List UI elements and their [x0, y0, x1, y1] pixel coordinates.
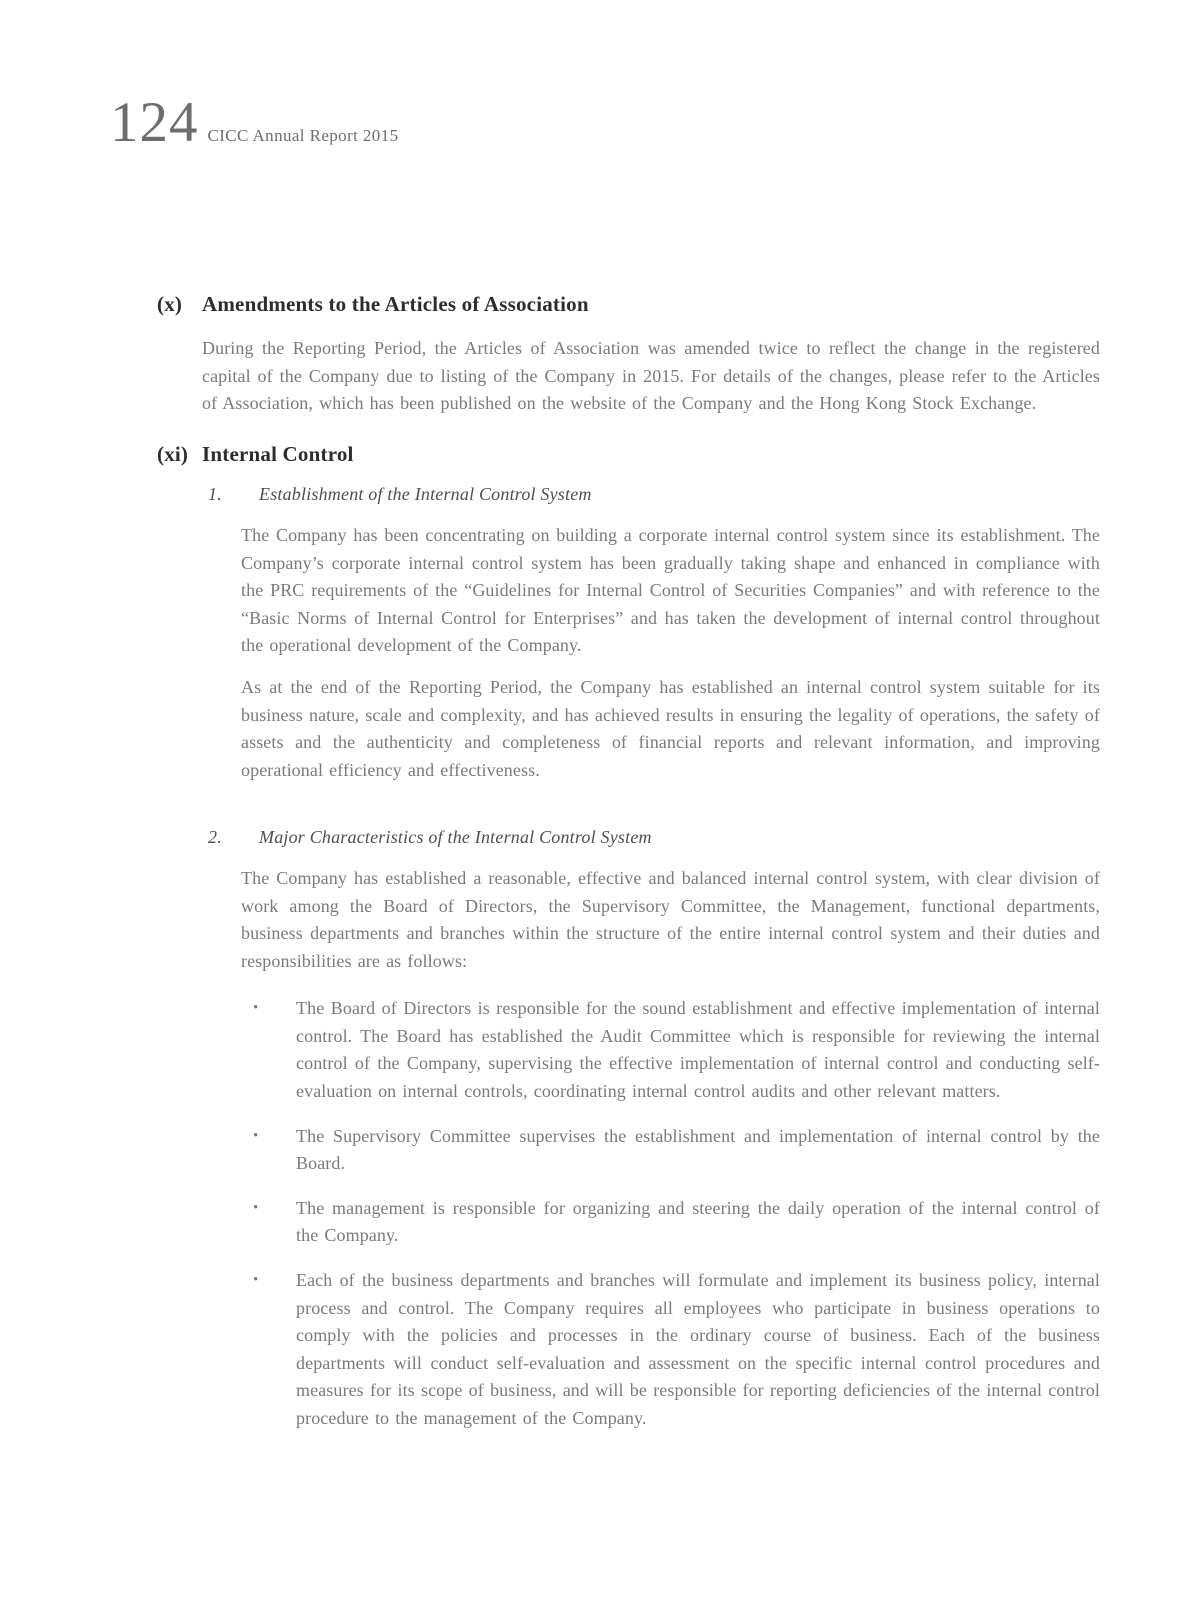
bullet-icon: •: [253, 1199, 259, 1216]
bullet-item: [241, 1267, 1100, 1433]
page-header: [110, 91, 399, 154]
page-content: [157, 291, 1100, 1450]
section-title: Internal Control: [202, 442, 354, 467]
subsection-title: Establishment of the Internal Control System: [259, 484, 592, 505]
bullet-icon: •: [253, 1000, 259, 1017]
bullet-text: Each of the business departments and branches will formulate and implement its business policy, internal process and control. The Company requires all employees who participate in business operations to comply with the policies and processes in the ordinary course of business. Each of the business departments will conduct self-evaluation and assessment on the specific internal control procedures and measures for its scope of business, and will be responsible for reporting deficiencies of the internal control procedure to the management of the Company.: [296, 1270, 1100, 1428]
report-title: CICC Annual Report 2015: [207, 126, 399, 145]
bullet-icon: •: [253, 1272, 259, 1289]
section-heading: [157, 441, 1100, 468]
section-amendments-articles: [157, 291, 1100, 418]
paragraph: As at the end of the Reporting Period, the Company has established an internal control system suitable for its business nature, scale and complexity, and has achieved results in ensuring the legality of operations, the safety of assets and the authenticity and completeness of financial reports and relevant information, and improving operational efficiency and effectiveness.: [241, 676, 1100, 780]
paragraph: The Company has been concentrating on building a corporate internal control system since its establishment. The Company’s corporate internal control system has been gradually taking shape and enhanced in compliance with the PRC requirements of the “Guidelines for Internal Control of Securities Companies” and with reference to the “Basic Norms of Internal Control for Enterprises” and has taken the development of internal control throughout the operational development of the Company.: [241, 524, 1100, 656]
subsection-establishment: [208, 481, 1100, 784]
bullet-item: [241, 995, 1100, 1105]
subsection-body: [241, 522, 1100, 784]
section-title: Amendments to the Articles of Association: [202, 292, 589, 316]
page-number: 124: [110, 91, 199, 154]
paragraph: During the Reporting Period, the Articles of Association was amended twice to reflect the change in the registered capital of the Company due to listing of the Company in 2015. For details of the changes, please refer to the Articles of Association, which has been published on the website of the Company and the Hong Kong Stock Exchange.: [202, 338, 1100, 414]
subsection-number: 1.: [208, 484, 222, 505]
bullet-item: [241, 1123, 1100, 1178]
subsection-heading: [208, 824, 1100, 852]
section-internal-control: [157, 441, 1100, 1433]
subsection-title: Major Characteristics of the Internal Control System: [259, 827, 652, 848]
bullet-text: The Supervisory Committee supervises the establishment and implementation of internal control by the Board.: [296, 1125, 1100, 1174]
section-marker: (xi): [157, 442, 189, 467]
bullet-list: [241, 995, 1100, 1432]
subsection-major-characteristics: [208, 824, 1100, 1432]
paragraph: The Company has established a reasonable, effective and balanced internal control system, with clear division of work among the Board of Directors, the Supervisory Committee, the Management, functional departments, business departments and branches within the structure of the entire internal control system and their duties and responsibilities are as follows:: [241, 867, 1100, 971]
subsection-heading: [208, 481, 1100, 509]
section-heading: [157, 291, 1100, 318]
section-marker: (x): [157, 292, 183, 316]
bullet-icon: •: [253, 1127, 259, 1144]
subsection-body: [241, 865, 1100, 1433]
bullet-text: The Board of Directors is responsible for the sound establishment and effective implementation of internal control. The Board has established the Audit Committee which is responsible for reviewing the internal control of the Company, supervising the effective implementation of internal control and conducting self-evaluation on internal controls, coordinating internal control audits and other relevant matters.: [296, 998, 1100, 1102]
bullet-text: The management is responsible for organizing and steering the daily operation of the internal control of the Company.: [296, 1197, 1100, 1246]
bullet-item: [241, 1195, 1100, 1250]
subsection-number: 2.: [208, 827, 222, 848]
